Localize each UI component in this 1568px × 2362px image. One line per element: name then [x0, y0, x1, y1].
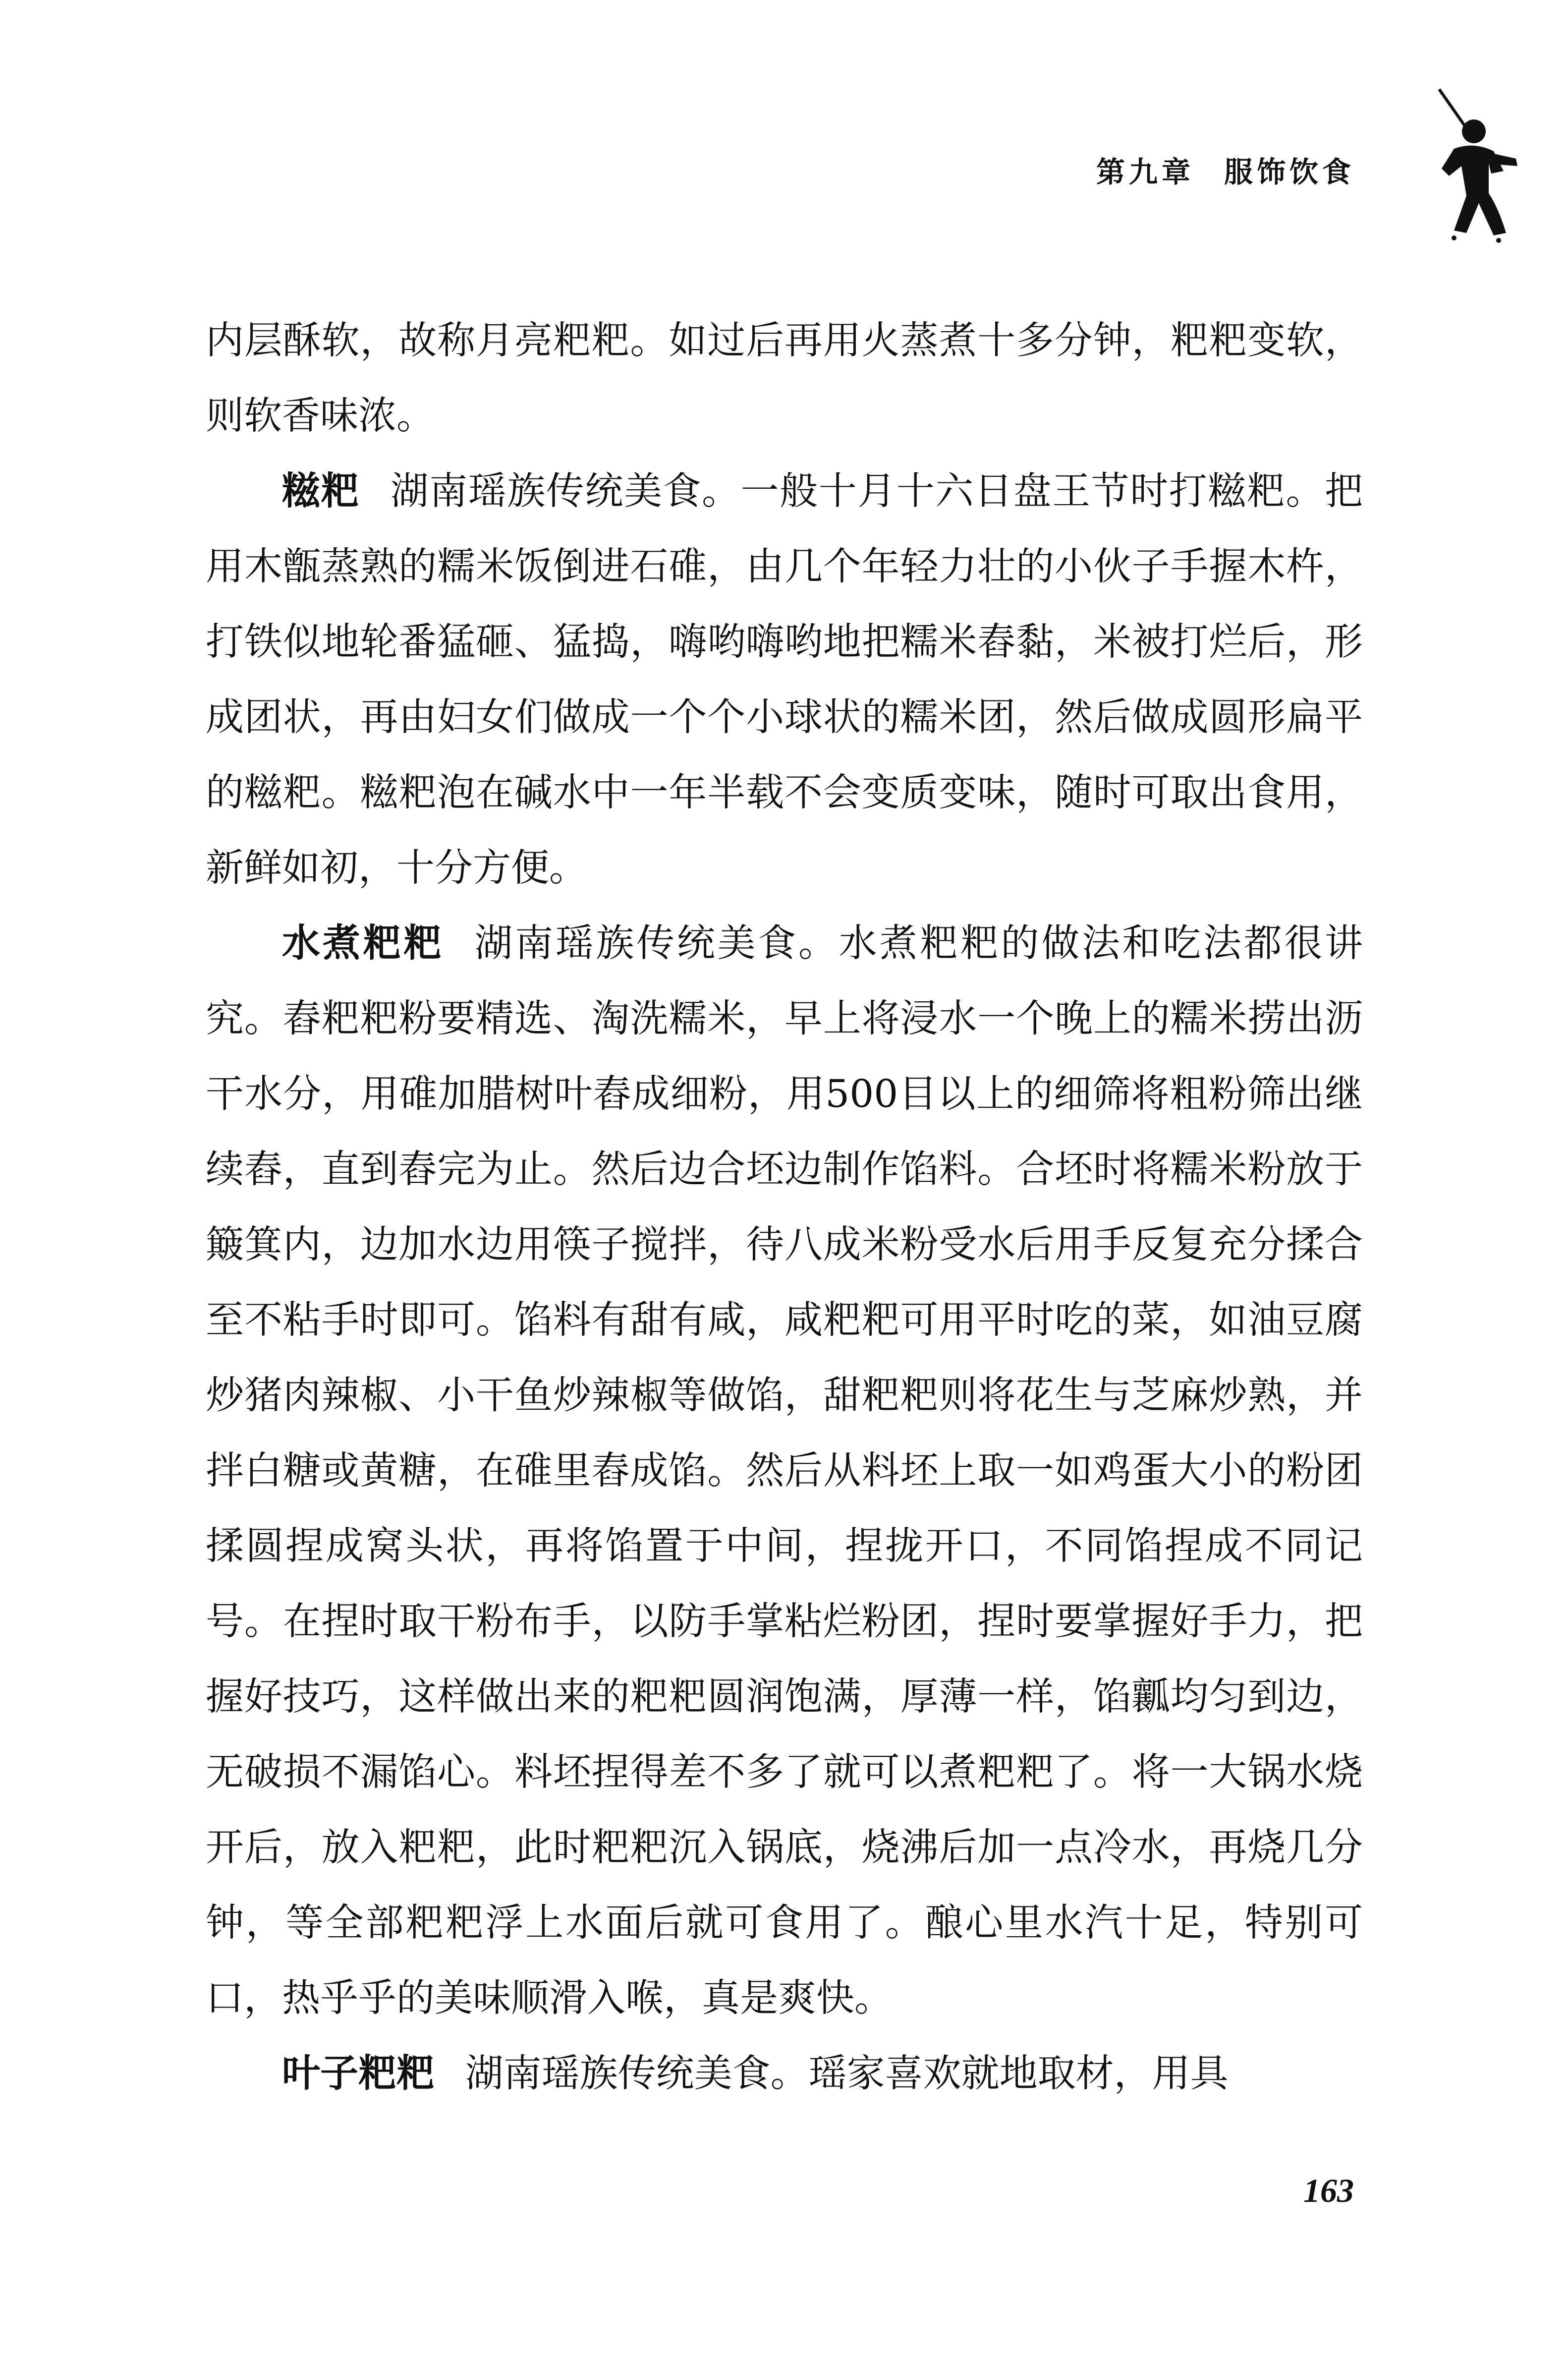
entry-term: 叶子粑粑	[282, 2052, 435, 2096]
running-header	[1096, 149, 1355, 190]
paragraph-text: 内层酥软，故称月亮粑粑。如过后再用火蒸煮十多分钟，粑粑变软，则软香味浓。	[206, 319, 1363, 438]
entry-ciba	[206, 454, 1363, 906]
entry-shuizhu-baba	[206, 906, 1363, 2036]
entry-term: 糍粑	[282, 469, 360, 514]
dancing-figure-icon	[1419, 84, 1523, 248]
section-label: 服饰饮食	[1224, 155, 1355, 189]
paragraph-text: 湖南瑶族传统美食。瑶家喜欢就地取材，用具	[465, 2052, 1229, 2096]
page-body	[206, 303, 1363, 2112]
paragraph-text: 湖南瑶族传统美食。一般十月十六日盘王节时打糍粑。把用木甑蒸熟的糯米饭倒进石碓，由几个年轻力壮的小伙子手握木杵，打铁似地轮番猛砸、猛捣，嗨哟嗨哟地把糯米舂黏，米被打烂后，形成团状，再由妇女们做成一个个小球状的糯米团，然后做成圆形扁平的糍粑。糍粑泡在碱水中一年半载不会变质变味，随时可取出食用，新鲜如初，十分方便。	[206, 469, 1363, 890]
paragraph-text: 湖南瑶族传统美食。水煮粑粑的做法和吃法都很讲究。舂粑粑粉要精选、淘洗糯米，早上将浸水一个晚上的糯米捞出沥干水分，用碓加腊树叶舂成细粉，用500目以上的细筛将粗粉筛出继续舂，直到舂完为止。然后边合坯边制作馅料。合坯时将糯米粉放于簸箕内，边加水边用筷子搅拌，待八成米粉受水后用手反复充分揉合至不粘手时即可。馅料有甜有咸，咸粑粑可用平时吃的菜，如油豆腐炒猪肉辣椒、小干鱼炒辣椒等做馅，甜粑粑则将花生与芝麻炒熟，并拌白糖或黄糖，在碓里舂成馅。然后从料坯上取一如鸡蛋大小的粉团揉圆捏成窝头状，再将馅置于中间，捏拢开口，不同馅捏成不同记号。在捏时取干粉布手，以防手掌粘烂粉团，捏时要掌握好手力，把握好技巧，这样做出来的粑粑圆润饱满，厚薄一样，馅瓤均匀到边，无破损不漏馅心。料坯捏得差不多了就可以煮粑粑了。将一大锅水烧开后，放入粑粑，此时粑粑沉入锅底，烧沸后加一点冷水，再烧几分钟，等全部粑粑浮上水面后就可食用了。酿心里水汽十足，特别可口，热乎乎的美味顺滑入喉，真是爽快。	[206, 922, 1363, 2020]
paragraph-continued	[206, 303, 1363, 454]
entry-yezi-baba	[206, 2036, 1363, 2112]
entry-term: 水煮粑粑	[282, 922, 444, 966]
chapter-label: 第九章	[1096, 155, 1194, 189]
page-number: 163	[1303, 2172, 1354, 2209]
